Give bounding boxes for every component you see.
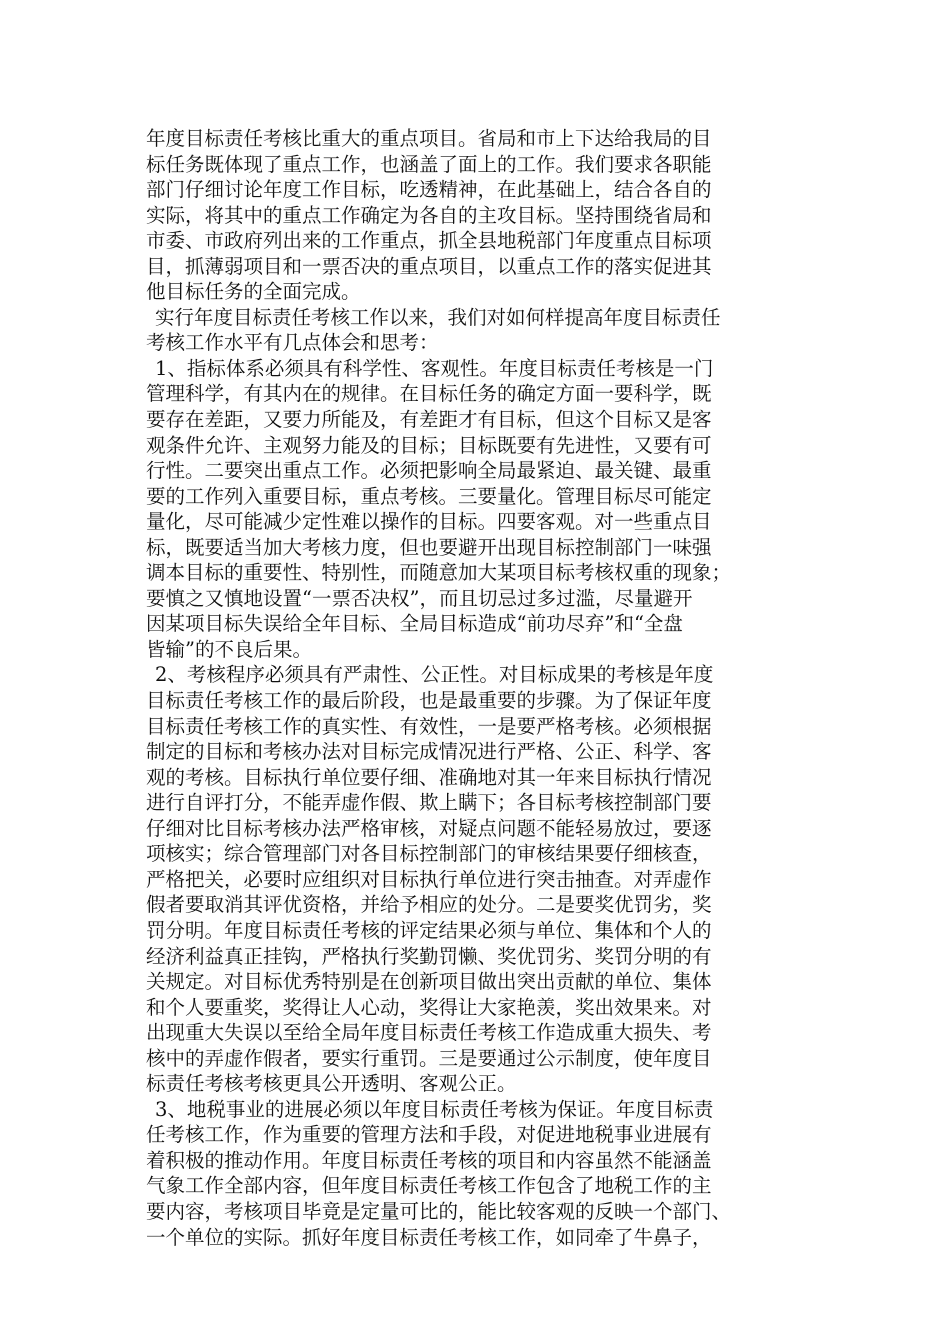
text-line: 和个人要重奖，奖得让人心动，奖得让大家艳羡，奖出效果来。对 [146,995,712,1019]
text-line: 管理科学，有其内在的规律。在目标任务的确定方面一要科学，既 [146,382,712,406]
text-line: 因某项目标失误给全年目标、全局目标造成“前功尽弃”和“全盘 [146,612,683,636]
text-line: 调本目标的重要性、特别性，而随意加大某项目标考核权重的现象； [146,561,732,585]
text-line: 经济利益真正挂钩，严格执行奖勤罚懒、奖优罚劣、奖罚分明的有 [146,944,712,968]
text-line: 考核工作水平有几点体会和思考： [146,331,439,355]
text-line: 要存在差距，又要力所能及，有差距才有目标，但这个目标又是客 [146,408,712,432]
text-line: 一个单位的实际。抓好年度目标责任考核工作，如同牵了牛鼻子， [146,1225,712,1249]
text-line: 部门仔细讨论年度工作目标，吃透精神，在此基础上，结合各自的 [146,178,712,202]
text-line: 年度目标责任考核比重大的重点项目。省局和市上下达给我局的目 [146,127,712,150]
paragraph-start: 3、地税事业的进展必须以年度目标责任考核为保证。年度目标责 [155,1097,714,1121]
text-line: 罚分明。年度目标责任考核的评定结果必须与单位、集体和个人的 [146,918,712,942]
paragraph-start: 2、考核程序必须具有严肃性、公正性。对目标成果的考核是年度 [155,663,714,687]
text-line: 量化，尽可能减少定性难以操作的目标。四要客观。对一些重点目 [146,510,712,534]
text-line: 严格把关，必要时应组织对目标执行单位进行突击抽查。对弄虚作 [146,867,712,891]
document-body [146,126,806,1250]
text-line: 实际，将其中的重点工作确定为各自的主攻目标。坚持围绕省局和 [146,203,712,227]
text-line: 市委、市政府列出来的工作重点，抓全县地税部门年度重点目标项 [146,229,712,253]
text-line: 要慎之又慎地设置“一票否决权”，而且切忌过多过滥，尽量避开 [146,586,693,610]
text-line: 气象工作全部内容，但年度目标责任考核工作包含了地税工作的主 [146,1174,712,1198]
text-line: 观的考核。目标执行单位要仔细、准确地对其一年来目标执行情况 [146,765,712,789]
text-line: 着积极的推动作用。年度目标责任考核的项目和内容虽然不能涵盖 [146,1148,712,1172]
text-line: 他目标任务的全面完成。 [146,280,361,304]
text-line: 行性。二要突出重点工作。必须把影响全局最紧迫、最关键、最重 [146,459,712,483]
text-line: 要的工作列入重要目标，重点考核。三要量化。管理目标尽可能定 [146,484,712,508]
text-line: 关规定。对目标优秀特别是在创新项目做出突出贡献的单位、集体 [146,970,712,994]
text-line: 进行自评打分，不能弄虚作假、欺上瞒下；各目标考核控制部门要 [146,791,712,815]
text-line: 标，既要适当加大考核力度，但也要避开出现目标控制部门一味强 [146,535,712,559]
text-line: 标责任考核考核更具公开透明、客观公正。 [146,1072,517,1096]
text-line: 标任务既体现了重点工作，也涵盖了面上的工作。我们要求各职能 [146,152,712,176]
text-line: 任考核工作，作为重要的管理方法和手段，对促进地税事业进展有 [146,1123,712,1147]
text-line: 目标责任考核工作的最后阶段，也是最重要的步骤。为了保证年度 [146,689,712,713]
text-line: 观条件允许、主观努力能及的目标；目标既要有先进性，又要有可 [146,433,712,457]
text-line: 核中的弄虚作假者，要实行重罚。三是要通过公示制度，使年度目 [146,1046,712,1070]
text-line: 假者要取消其评优资格，并给予相应的处分。二是要奖优罚劣，奖 [146,893,712,917]
text-line: 皆输”的不良后果。 [146,637,312,661]
text-line: 目标责任考核工作的真实性、有效性，一是要严格考核。必须根据 [146,714,712,738]
text-line: 项核实；综合管理部门对各目标控制部门的审核结果要仔细核查， [146,842,712,866]
text-line: 要内容，考核项目毕竟是定量可比的，能比较客观的反映一个部门、 [146,1199,732,1223]
text-line: 目，抓薄弱项目和一票否决的重点项目，以重点工作的落实促进其 [146,254,712,278]
text-line: 仔细对比目标考核办法严格审核，对疑点问题不能轻易放过，要逐 [146,816,712,840]
text-line: 制定的目标和考核办法对目标完成情况进行严格、公正、科学、客 [146,740,712,764]
text-line: 出现重大失误以至给全局年度目标责任考核工作造成重大损失、考 [146,1021,712,1045]
paragraph-start: 实行年度目标责任考核工作以来，我们对如何样提高年度目标责任 [155,305,721,329]
paragraph-start: 1、指标体系必须具有科学性、客观性。年度目标责任考核是一门 [155,356,714,380]
